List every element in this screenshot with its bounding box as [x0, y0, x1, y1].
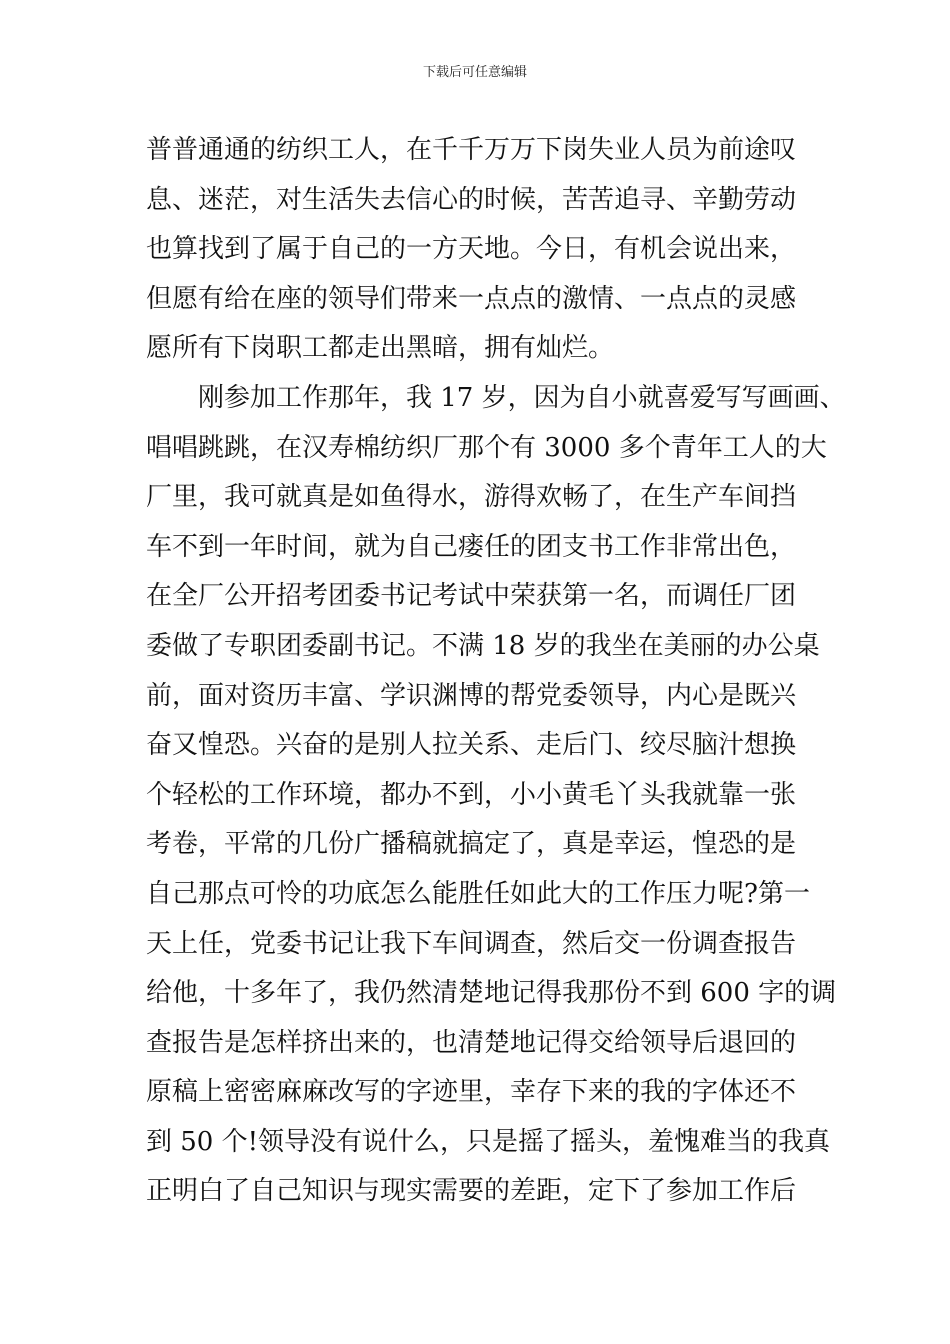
text-line: 愿所有下岗职工都走出黑暗，拥有灿烂。: [146, 333, 615, 364]
text-line: 也算找到了属于自己的一方天地。今日，有机会说出来，: [146, 234, 797, 265]
text-line: 但愿有给在座的领导们带来一点点的激情、一点点的灵感: [146, 283, 797, 314]
text-line: 正明白了自己知识与现实需要的差距，定下了参加工作后: [146, 1176, 797, 1207]
paragraph-first-line: 刚参加工作那年，我 17 岁，因为自小就喜爱写写画画、: [198, 382, 846, 413]
text-line: 奋又惶恐。兴奋的是别人拉关系、走后门、绞尽脑汁想换: [146, 730, 797, 761]
text-line: 前，面对资历丰富、学识渊博的帮党委领导，内心是既兴: [146, 680, 797, 711]
text-line: 查报告是怎样挤出来的，也清楚地记得交给领导后退回的: [146, 1027, 797, 1058]
body-text: [146, 126, 846, 1217]
text-line: 唱唱跳跳，在汉寿棉纺织厂那个有 3000 多个青年工人的大: [146, 432, 827, 463]
text-line: 在全厂公开招考团委书记考试中荣获第一名，而调任厂团: [146, 581, 797, 612]
text-line: 厂里，我可就真是如鱼得水，游得欢畅了，在生产车间挡: [146, 482, 797, 513]
text-line: 原稿上密密麻麻改写的字迹里，幸存下来的我的字体还不: [146, 1077, 797, 1108]
text-line: 委做了专职团委副书记。不满 18 岁的我坐在美丽的办公桌: [146, 630, 820, 661]
text-line: 到 50 个!领导没有说什么，只是摇了摇头，羞愧难当的我真: [146, 1126, 831, 1157]
text-line: 个轻松的工作环境，都办不到，小小黄毛丫头我就靠一张: [146, 779, 797, 810]
text-line: 自己那点可怜的功底怎么能胜任如此大的工作压力呢?第一: [146, 878, 810, 909]
text-line: 息、迷茫，对生活失去信心的时候，苦苦追寻、辛勤劳动: [146, 184, 797, 215]
text-line: 普普通通的纺织工人，在千千万万下岗失业人员为前途叹: [146, 135, 797, 165]
text-line: 给他，十多年了，我仍然清楚地记得我那份不到 600 字的调: [146, 978, 837, 1009]
text-line: 天上任，党委书记让我下车间调查，然后交一份调查报告: [146, 928, 797, 959]
text-line: 考卷，平常的几份广播稿就搞定了，真是幸运，惶恐的是: [146, 829, 797, 860]
text-line: 车不到一年时间，就为自己瘘任的团支书工作非常出色，: [146, 531, 797, 562]
page-header: 下载后可任意编辑: [422, 65, 527, 80]
